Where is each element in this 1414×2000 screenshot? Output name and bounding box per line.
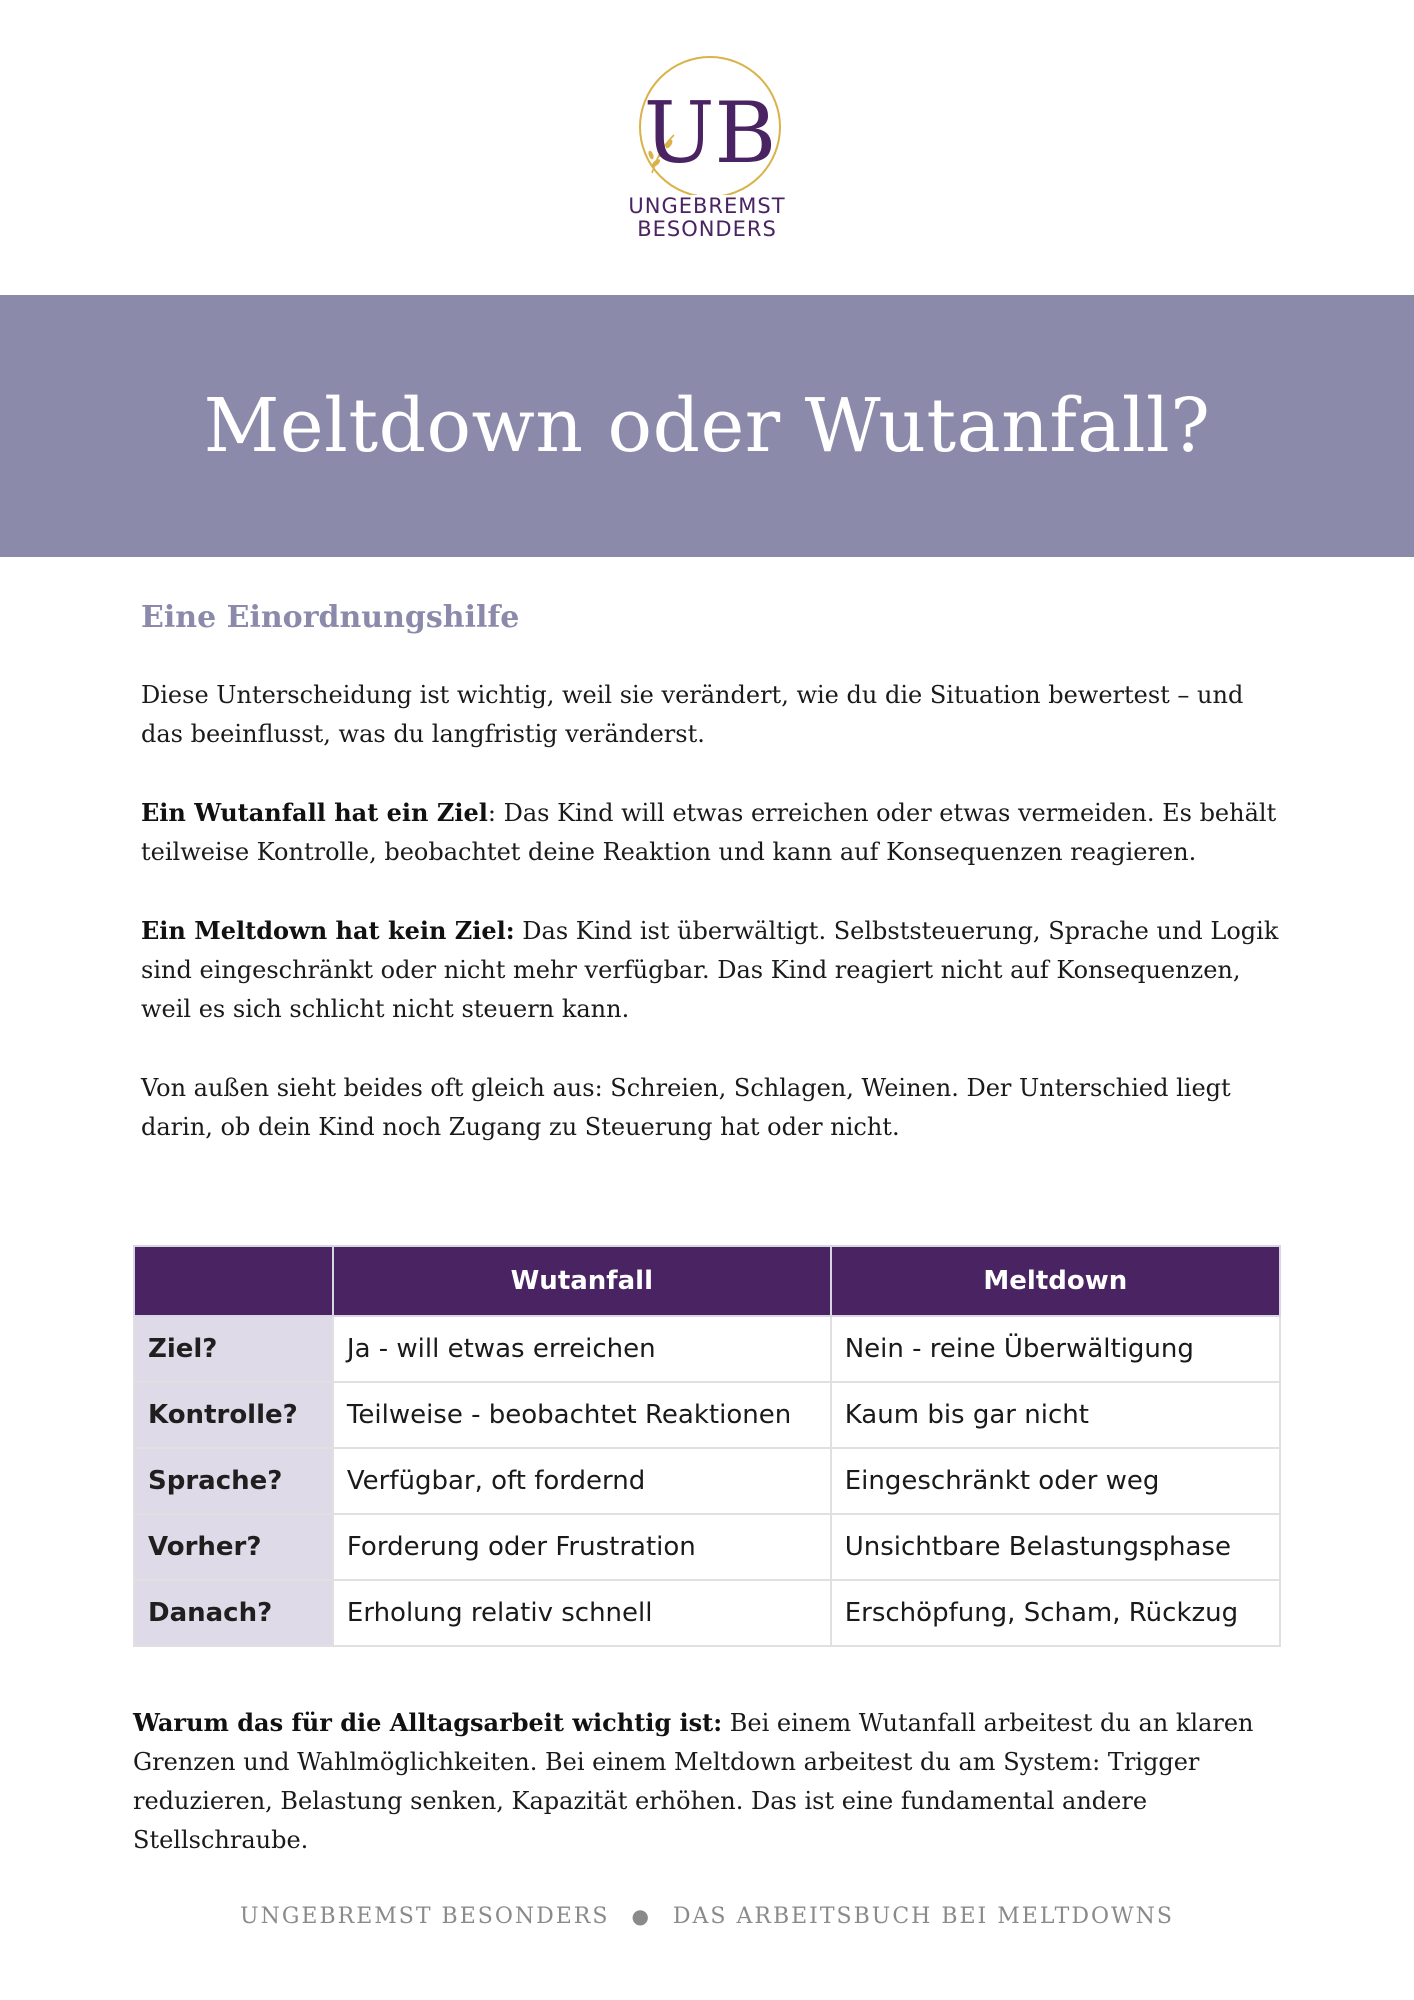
- wutanfall-cell: Ja - will etwas erreichen: [333, 1316, 831, 1382]
- title-banner: [0, 295, 1414, 557]
- row-label: Vorher?: [134, 1514, 333, 1580]
- table-header-row: [134, 1246, 1280, 1316]
- meltdown-cell: Nein - reine Überwältigung: [831, 1316, 1280, 1382]
- meltdown-cell: Kaum bis gar nicht: [831, 1382, 1280, 1448]
- intro-section: [141, 600, 1291, 1186]
- page-subtitle: Eine Einordnungshilfe: [141, 600, 520, 635]
- wutanfall-definition: Ein Wutanfall hat ein Ziel: Das Kind will etwas erreichen oder etwas vermeiden. Es behält teilweise Kontrolle, beobachtet deine Reaktion und kann auf Konsequenzen reagieren.: [141, 798, 1277, 866]
- wutanfall-definition-label: Ein Wutanfall hat ein Ziel: [141, 798, 488, 827]
- table-header-meltdown: Meltdown: [831, 1246, 1280, 1316]
- table-row: [134, 1580, 1280, 1646]
- closing-label: Warum das für die Alltagsarbeit wichtig ist:: [133, 1708, 723, 1737]
- meltdown-definition: Ein Meltdown hat kein Ziel: Das Kind ist überwältigt. Selbststeuerung, Sprache und Logik sind eingeschränkt oder nicht mehr verfügbar. Das Kind reagiert nicht auf Konsequenzen, weil es sich schlicht nicht steuern kann.: [141, 916, 1279, 1023]
- ub-monogram-logo: [622, 55, 792, 195]
- meltdown-definition-label: Ein Meltdown hat kein Ziel:: [141, 916, 515, 945]
- bullet-separator-icon: ●: [631, 1904, 651, 1928]
- brand-name-line1: UNGEBREMST: [628, 194, 786, 218]
- row-label: Ziel?: [134, 1316, 333, 1382]
- brand-logo: [0, 55, 1414, 241]
- table-header-empty: [134, 1246, 333, 1316]
- difference-paragraph: Von außen sieht beides oft gleich aus: Schreien, Schlagen, Weinen. Der Unterschied liegt darin, ob dein Kind noch Zugang zu Steuerung hat oder nicht.: [141, 1074, 1231, 1141]
- brand-name-line2: BESONDERS: [637, 217, 777, 241]
- table-row: [134, 1514, 1280, 1580]
- table-row: [134, 1448, 1280, 1514]
- table-header-wutanfall: Wutanfall: [333, 1246, 831, 1316]
- meltdown-cell: Unsichtbare Belastungsphase: [831, 1514, 1280, 1580]
- closing-paragraph: Warum das für die Alltagsarbeit wichtig ist: Bei einem Wutanfall arbeitest du an klaren Grenzen und Wahlmöglichkeiten. Bei einem Meltdown arbeitest du am System: Trigger reduzieren, Belastung senken, Kapazität erhöhen. Das ist eine fundamental andere Stellschraube.: [133, 1708, 1254, 1854]
- comparison-table: [133, 1245, 1281, 1647]
- meltdown-cell: Erschöpfung, Scham, Rückzug: [831, 1580, 1280, 1646]
- wutanfall-cell: Erholung relativ schnell: [333, 1580, 831, 1646]
- row-label: Sprache?: [134, 1448, 333, 1514]
- monogram-text: UB: [643, 84, 777, 182]
- table-row: [134, 1316, 1280, 1382]
- footer-book-title: DAS ARBEITSBUCH BEI MELTDOWNS: [672, 1904, 1174, 1929]
- intro-paragraph: Diese Unterscheidung ist wichtig, weil sie verändert, wie du die Situation bewertest – und das beeinflusst, was du langfristig veränderst.: [141, 681, 1244, 748]
- meltdown-cell: Eingeschränkt oder weg: [831, 1448, 1280, 1514]
- page-footer: [0, 1904, 1414, 1929]
- table-row: [134, 1382, 1280, 1448]
- row-label: Kontrolle?: [134, 1382, 333, 1448]
- page-title: Meltdown oder Wutanfall?: [203, 383, 1211, 469]
- wutanfall-cell: Verfügbar, oft fordernd: [333, 1448, 831, 1514]
- wutanfall-cell: Forderung oder Frustration: [333, 1514, 831, 1580]
- wutanfall-cell: Teilweise - beobachtet Reaktionen: [333, 1382, 831, 1448]
- row-label: Danach?: [134, 1580, 333, 1646]
- footer-brand: UNGEBREMST BESONDERS: [240, 1904, 610, 1929]
